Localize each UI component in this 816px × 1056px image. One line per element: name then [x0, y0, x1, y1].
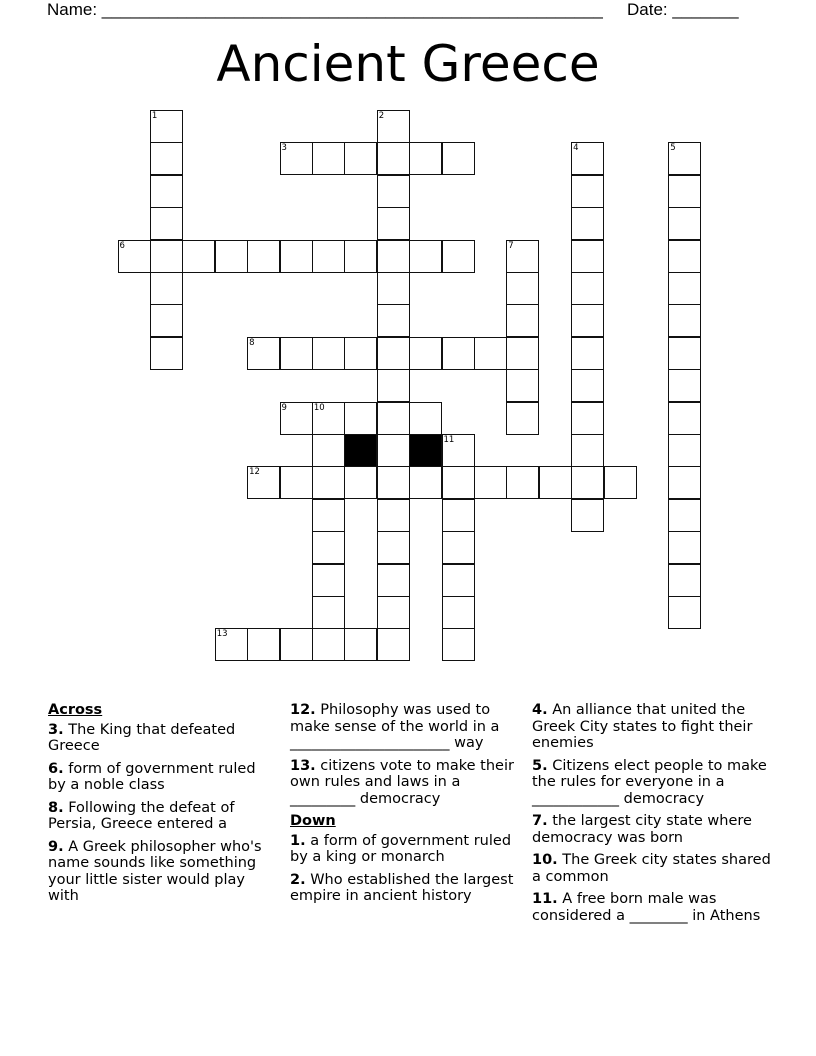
grid-cell[interactable] — [377, 596, 410, 629]
grid-cell[interactable] — [247, 628, 280, 661]
clue-text: citizens vote to make their own rules and laws in a _________ democracy — [290, 757, 514, 807]
grid-cell[interactable] — [474, 466, 507, 499]
grid-cell[interactable] — [571, 240, 604, 273]
clue-text: Citizens elect people to make the rules for everyone in a ____________ democracy — [532, 757, 767, 807]
grid-cell[interactable] — [571, 175, 604, 208]
grid-cell[interactable] — [344, 466, 377, 499]
grid-cell-blocked — [344, 434, 377, 467]
clue-column-1 — [48, 702, 270, 911]
cell-number: 13 — [216, 629, 228, 640]
clue — [532, 891, 772, 924]
grid-cell[interactable] — [506, 272, 539, 305]
grid-cell[interactable] — [377, 628, 410, 661]
grid-cell[interactable] — [506, 402, 539, 435]
grid-cell[interactable] — [571, 402, 604, 435]
across-heading: Across — [48, 702, 103, 718]
grid-cell[interactable] — [344, 628, 377, 661]
grid-cell[interactable] — [247, 466, 280, 499]
cell-number: 12 — [249, 467, 260, 478]
clue-text: A free born male was considered a ________ in Athens — [532, 891, 761, 924]
grid-cell[interactable] — [377, 110, 410, 143]
grid-cell[interactable] — [571, 337, 604, 370]
grid-cell[interactable] — [377, 142, 410, 175]
grid-cell[interactable] — [344, 240, 377, 273]
grid-cell[interactable] — [150, 337, 183, 370]
clue — [532, 702, 772, 752]
grid-cell[interactable] — [506, 304, 539, 337]
grid-cell[interactable] — [215, 628, 248, 661]
grid-cell[interactable] — [280, 142, 313, 175]
clue — [290, 833, 528, 866]
grid-cell[interactable] — [571, 142, 604, 175]
clue-number: 10. — [532, 852, 558, 868]
grid-cell[interactable] — [150, 272, 183, 305]
clue-text: Philosophy was used to make sense of the world in a ______________________ way — [290, 702, 500, 751]
clue-column-3 — [532, 702, 772, 930]
grid-cell[interactable] — [668, 240, 701, 273]
grid-cell[interactable] — [377, 175, 410, 208]
clue-text: Following the defeat of Persia, Greece entered a — [48, 799, 235, 832]
grid-cell[interactable] — [150, 304, 183, 337]
grid-cell[interactable] — [280, 466, 313, 499]
grid-cell[interactable] — [344, 142, 377, 175]
grid-cell[interactable] — [668, 175, 701, 208]
grid-cell[interactable] — [150, 110, 183, 143]
clue-text: a form of government ruled by a king or monarch — [290, 832, 512, 865]
cell-number: 7 — [508, 240, 514, 251]
grid-cell[interactable] — [312, 240, 345, 273]
grid-cell[interactable] — [280, 402, 313, 435]
clue-text: The King that defeated Greece — [48, 721, 236, 754]
clue-number: 12. — [290, 702, 316, 718]
grid-cell[interactable] — [506, 240, 539, 273]
grid-cell[interactable] — [150, 240, 183, 273]
grid-cell[interactable] — [506, 466, 539, 499]
clue-number: 6. — [48, 760, 64, 777]
grid-cell[interactable] — [312, 402, 345, 435]
grid-cell[interactable] — [377, 369, 410, 402]
clue-text: The Greek city states shared a common — [532, 852, 771, 885]
grid-cell[interactable] — [571, 207, 604, 240]
grid-cell[interactable] — [442, 240, 475, 273]
grid-cell[interactable] — [312, 531, 345, 564]
clue — [48, 722, 270, 755]
grid-cell[interactable] — [668, 369, 701, 402]
name-line: Name: _____________________________________________________ — [47, 0, 603, 19]
grid-cell[interactable] — [668, 596, 701, 629]
grid-cell[interactable] — [668, 207, 701, 240]
grid-cell[interactable] — [312, 499, 345, 532]
grid-cell[interactable] — [182, 240, 215, 273]
cell-number: 6 — [119, 240, 125, 251]
grid-cell[interactable] — [312, 142, 345, 175]
clue — [48, 839, 270, 905]
grid-cell[interactable] — [312, 596, 345, 629]
grid-cell[interactable] — [668, 304, 701, 337]
grid-cell[interactable] — [442, 142, 475, 175]
grid-cell[interactable] — [344, 337, 377, 370]
clue-number: 4. — [532, 702, 548, 718]
grid-cell[interactable] — [280, 628, 313, 661]
grid-cell[interactable] — [377, 499, 410, 532]
grid-cell[interactable] — [571, 304, 604, 337]
grid-cell-blocked — [409, 434, 442, 467]
cell-number: 8 — [249, 337, 255, 348]
grid-cell[interactable] — [571, 272, 604, 305]
clue-number: 5. — [532, 757, 548, 774]
grid-cell[interactable] — [377, 531, 410, 564]
grid-cell[interactable] — [442, 337, 475, 370]
grid-cell[interactable] — [247, 337, 280, 370]
clue-text: the largest city state where democracy was born — [532, 813, 752, 846]
clue-number: 9. — [48, 838, 64, 855]
clue — [532, 852, 772, 885]
date-line: Date: _______ — [627, 0, 739, 19]
grid-cell[interactable] — [409, 240, 442, 273]
clue — [290, 872, 528, 905]
grid-cell[interactable] — [150, 142, 183, 175]
grid-cell[interactable] — [409, 402, 442, 435]
grid-cell[interactable] — [377, 402, 410, 435]
grid-cell[interactable] — [604, 466, 637, 499]
cell-number: 11 — [443, 435, 455, 445]
page-title: Ancient Greece — [216, 35, 600, 93]
clue — [290, 758, 528, 808]
clue — [532, 758, 772, 808]
clue-number: 1. — [290, 832, 306, 849]
grid-cell[interactable] — [571, 499, 604, 532]
grid-cell[interactable] — [312, 466, 345, 499]
grid-cell[interactable] — [280, 337, 313, 370]
grid-cell[interactable] — [474, 337, 507, 370]
clue — [532, 813, 772, 846]
grid-cell[interactable] — [668, 531, 701, 564]
clue — [48, 800, 270, 833]
grid-cell[interactable] — [312, 434, 345, 467]
clue-number: 7. — [532, 813, 548, 829]
clue-column-2 — [290, 702, 528, 911]
clue-number: 3. — [48, 721, 64, 738]
clue-number: 8. — [48, 799, 64, 816]
clue-text: An alliance that united the Greek City states to fight their enemies — [532, 702, 753, 751]
grid-cell[interactable] — [377, 564, 410, 597]
clue-text: Who established the largest empire in ancient history — [290, 871, 514, 904]
grid-cell[interactable] — [377, 304, 410, 337]
clue-number: 13. — [290, 757, 316, 774]
grid-cell[interactable] — [377, 207, 410, 240]
grid-cell[interactable] — [344, 402, 377, 435]
clue — [48, 761, 270, 794]
grid-cell[interactable] — [668, 337, 701, 370]
grid-cell[interactable] — [442, 434, 475, 467]
grid-cell[interactable] — [668, 434, 701, 467]
grid-cell[interactable] — [668, 142, 701, 175]
grid-cell[interactable] — [668, 499, 701, 532]
grid-cell[interactable] — [377, 466, 410, 499]
grid-cell[interactable] — [280, 240, 313, 273]
grid-cell[interactable] — [668, 402, 701, 435]
grid-cell[interactable] — [150, 207, 183, 240]
clue-number: 2. — [290, 871, 306, 888]
cell-number: 5 — [670, 143, 676, 154]
grid-cell[interactable] — [247, 240, 280, 273]
cell-number: 9 — [281, 402, 287, 413]
grid-cell[interactable] — [312, 628, 345, 661]
down-heading: Down — [290, 813, 336, 829]
clue-text: A Greek philosopher who's name sounds like something your little sister would play with — [48, 838, 262, 904]
grid-cell[interactable] — [409, 466, 442, 499]
grid-cell[interactable] — [442, 628, 475, 661]
grid-cell[interactable] — [442, 564, 475, 597]
grid-cell[interactable] — [118, 240, 151, 273]
clue-text: form of government ruled by a noble class — [48, 760, 256, 793]
cell-number: 1 — [151, 111, 158, 121]
cell-number: 10 — [313, 402, 325, 413]
cell-number: 3 — [281, 143, 287, 154]
grid-cell[interactable] — [442, 499, 475, 532]
grid-cell[interactable] — [571, 369, 604, 402]
grid-cell[interactable] — [442, 531, 475, 564]
grid-cell[interactable] — [377, 337, 410, 370]
clue — [290, 702, 528, 752]
grid-cell[interactable] — [377, 434, 410, 467]
grid-cell[interactable] — [442, 466, 475, 499]
cell-number: 2 — [378, 111, 385, 121]
grid-cell[interactable] — [409, 142, 442, 175]
grid-cell[interactable] — [312, 564, 345, 597]
grid-cell[interactable] — [215, 240, 248, 273]
grid-cell[interactable] — [571, 466, 604, 499]
grid-cell[interactable] — [442, 596, 475, 629]
grid-cell[interactable] — [377, 240, 410, 273]
grid-cell[interactable] — [377, 272, 410, 305]
grid-cell[interactable] — [668, 272, 701, 305]
grid-cell[interactable] — [409, 337, 442, 370]
grid-cell[interactable] — [506, 337, 539, 370]
grid-cell[interactable] — [312, 337, 345, 370]
grid-cell[interactable] — [150, 175, 183, 208]
grid-cell[interactable] — [668, 466, 701, 499]
grid-cell[interactable] — [506, 369, 539, 402]
grid-cell[interactable] — [539, 466, 572, 499]
grid-cell[interactable] — [668, 564, 701, 597]
cell-number: 4 — [573, 143, 579, 154]
clue-number: 11. — [532, 891, 558, 907]
grid-cell[interactable] — [571, 434, 604, 467]
